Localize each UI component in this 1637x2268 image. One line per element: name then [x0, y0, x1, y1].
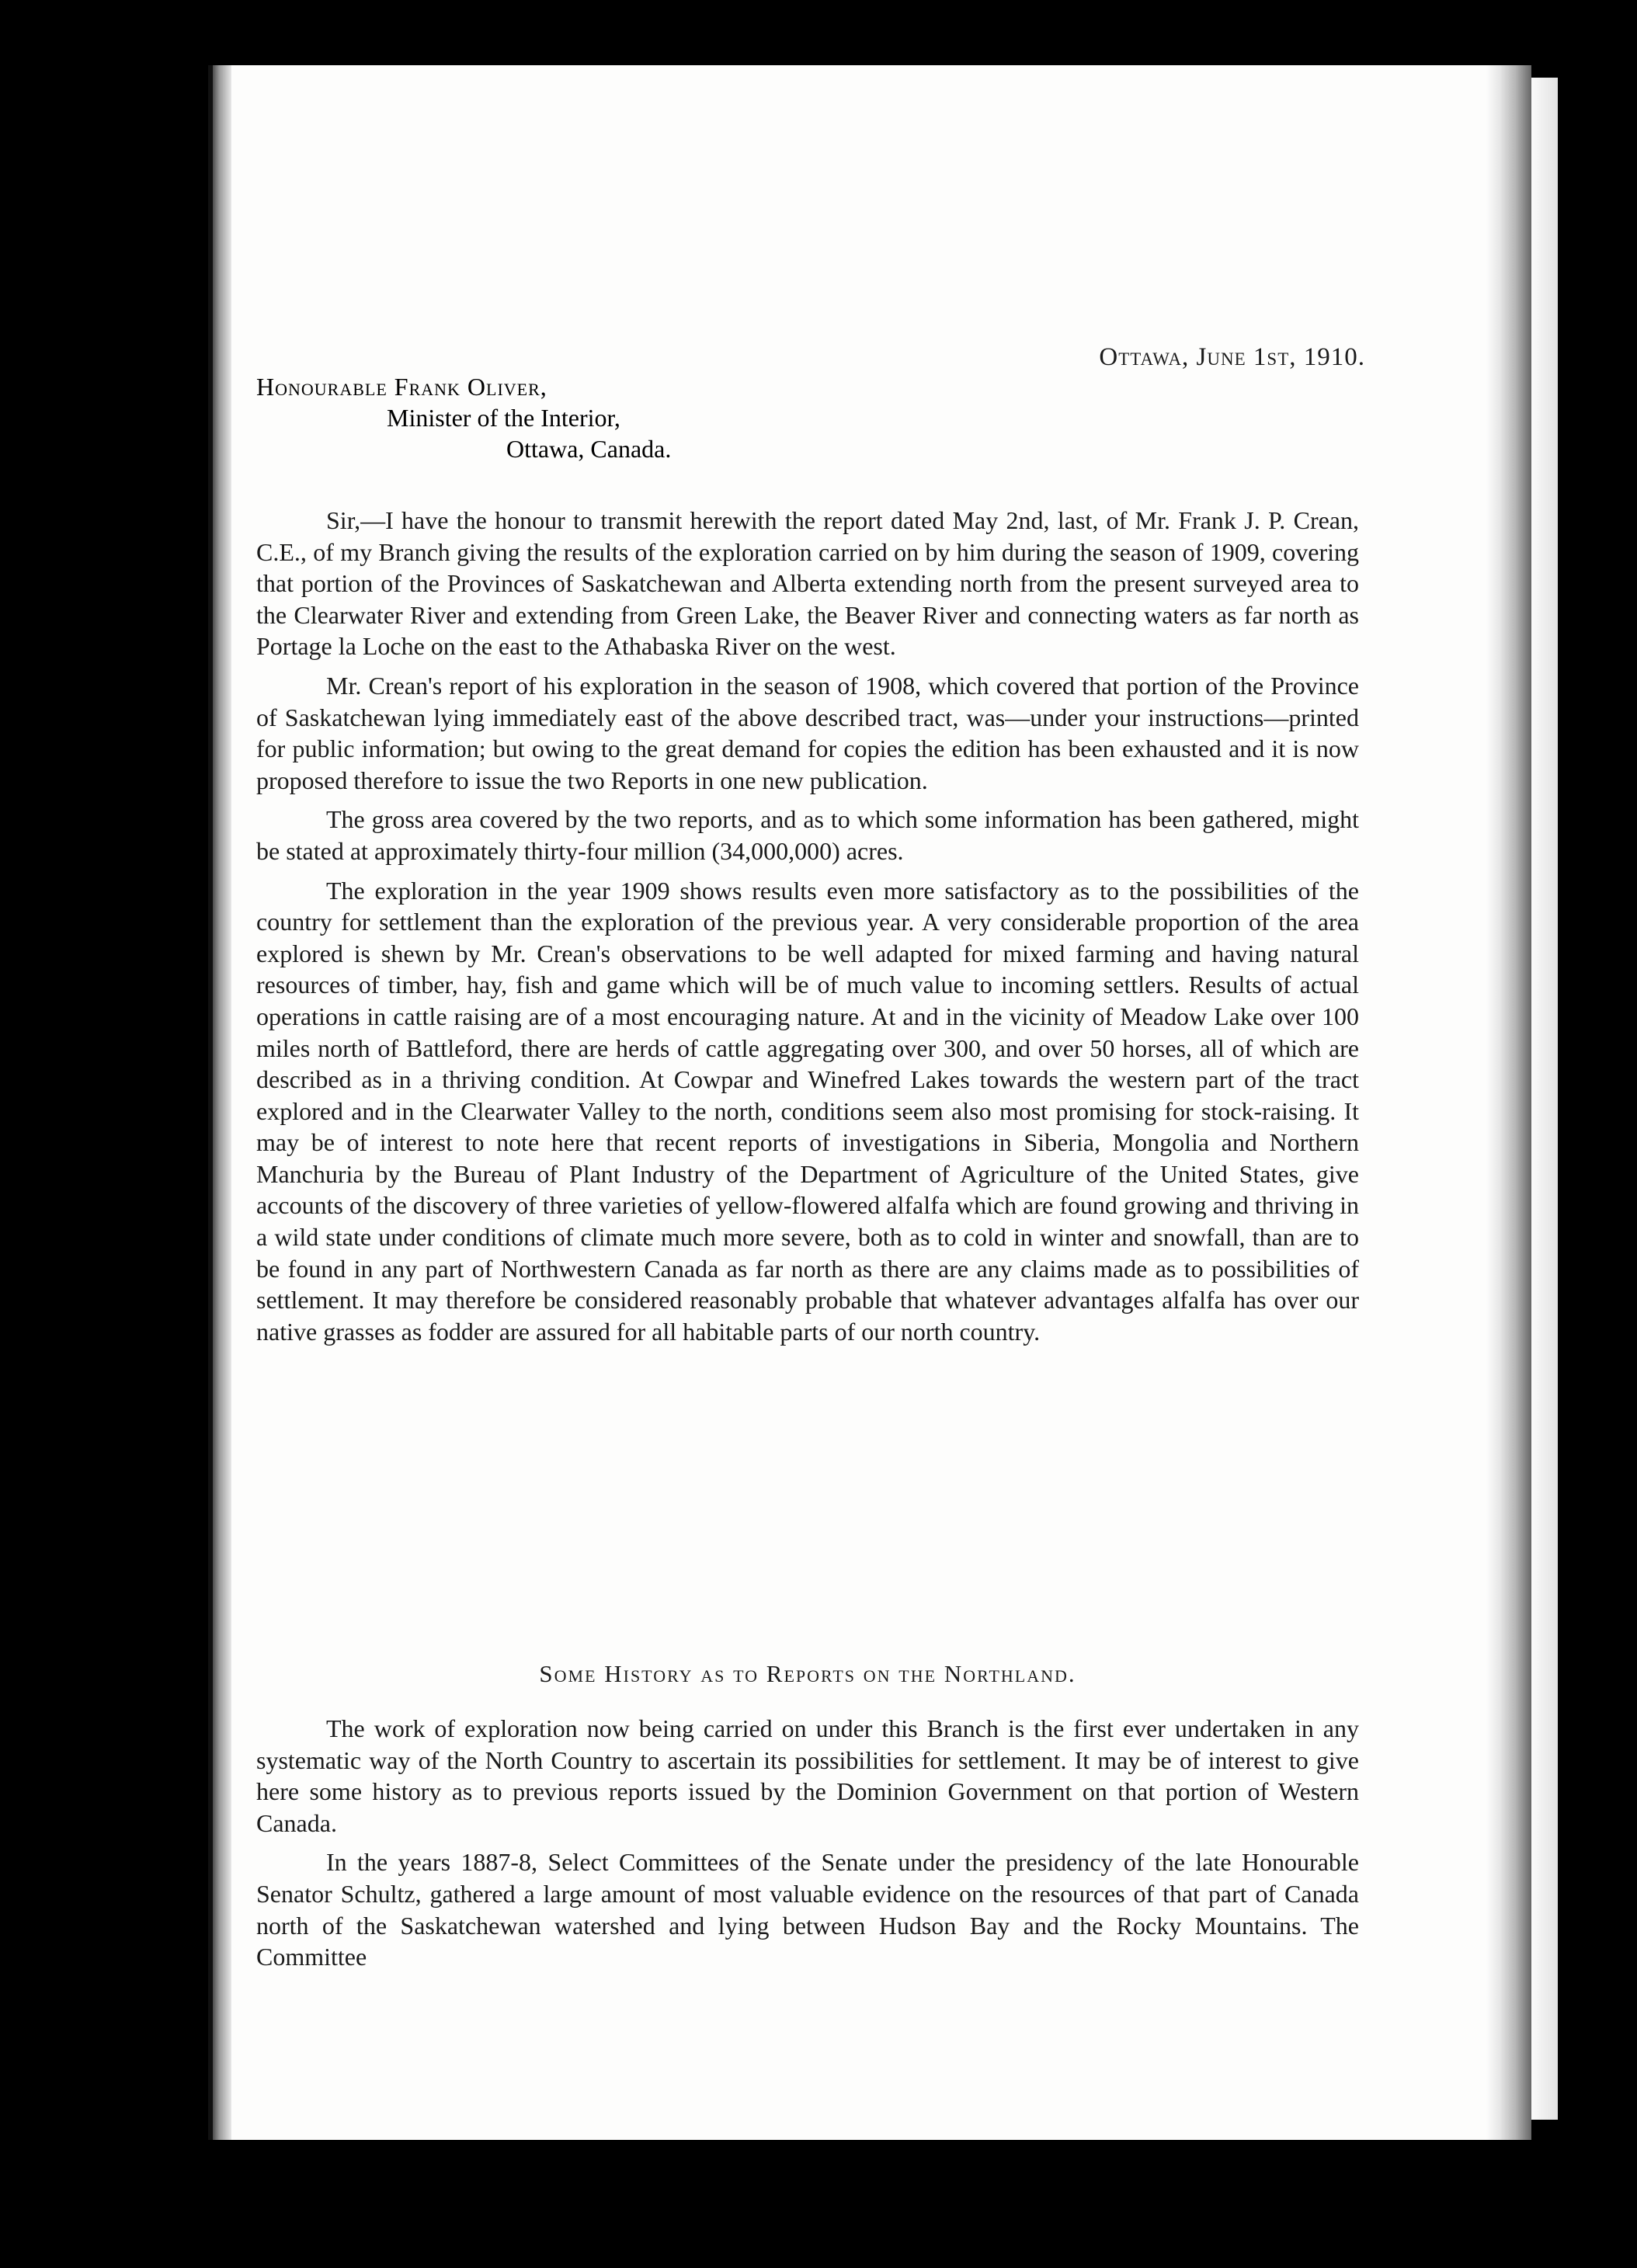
addressee-block [256, 371, 955, 480]
letter-paragraph-1: Sir,—I have the honour to transmit herewith the report dated May 2nd, last, of Mr. Frank J. P. Crean, C.E., of my Branch giving the results of the exploration carried on by him during the season of 1909, covering that portion of the Provinces of Saskatchewan and Alberta extending north from the present surveyed area to the Clearwater River and extending from Green Lake, the Beaver River and connecting waters as far north as Portage la Loche on the east to the Athabaska River on the west. [256, 506, 1359, 661]
letter-body [256, 505, 1359, 1355]
section-paragraph-2: In the years 1887-8, Select Committees of the Senate under the presidency of the late Honourable Senator Schultz, gathered a large amount of most valuable evidence on the resources of that part of Canada north of the Saskatchewan watershed and lying between Hudson Bay and the Rocky Mountains. The Committee [256, 1848, 1359, 1971]
letter-paragraph-4: The exploration in the year 1909 shows results even more satisfactory as to the possibilities of the country for settlement than the exploration of the previous year. A very considerable proportion of the area explored is shewn by Mr. Crean's observations to be well adapted for mixed farming and having natural resources of timber, hay, fish and game which will be of much value to incoming settlers. Results of actual operations in cattle raising are of a most encouraging nature. At and in the vicinity of Meadow Lake over 100 miles north of Battleford, there are herds of cattle aggregating over 300, and over 50 horses, all of which are described as in a thriving condition. At Cowpar and Winefred Lakes towards the western part of the tract explored and in the Clearwater Valley to the north, conditions seem also most promising for stock-raising. It may be of interest to note here that recent reports of investigations in Siberia, Mongolia and Northern Manchuria by the Bureau of Plant Industry of the Department of Agriculture of the United States, give accounts of the discovery of three varieties of yellow-flowered alfalfa which are found growing and thriving in a wild state under conditions of climate much more severe, both as to cold in winter and snowfall, than are to be found in any part of Northwestern Canada as far north as there are any claims made as to possibilities of settlement. It may therefore be considered reasonably probable that whatever advantages alfalfa has over our native grasses as fodder are assured for all habitable parts of our north country. [256, 876, 1359, 1346]
letter-paragraph-3: The gross area covered by the two reports, and as to which some information has been gathered, might be stated at approximately thirty-four million (34,000,000) acres. [256, 805, 1359, 865]
section-body [256, 1713, 1359, 1973]
page-right-edge [1531, 78, 1558, 2120]
addressee-title: Minister of the Interior, [387, 404, 620, 432]
section-paragraph-1: The work of exploration now being carried on under this Branch is the first ever undertaken in any systematic way of the North Country to ascertain its possibilities for settlement. It may be of interest to give here some history as to previous reports issued by the Dominion Government on that portion of Western Canada. [256, 1714, 1359, 1837]
binding-edge [208, 65, 213, 2140]
addressee-name: Honourable Frank Oliver, [256, 373, 547, 401]
addressee-location: Ottawa, Canada. [506, 435, 672, 463]
section-heading-wrap [256, 1658, 1359, 1690]
letter-paragraph-2: Mr. Crean's report of his exploration in the season of 1908, which covered that portion of the Province of Saskatchewan lying immediately east of the above described tract, was—under your instructions—printed for public information; but owing to the great demand for copies the edition has been exhausted and it is now proposed therefore to issue the two Reports in one new publication. [256, 671, 1359, 794]
page-left-shadow [211, 65, 231, 2140]
letter-date: Ottawa, June 1st, 1910. [1099, 343, 1365, 371]
page-right-shadow [1486, 65, 1531, 2140]
section-heading: Some History as to Reports on the Northland. [539, 1660, 1076, 1687]
